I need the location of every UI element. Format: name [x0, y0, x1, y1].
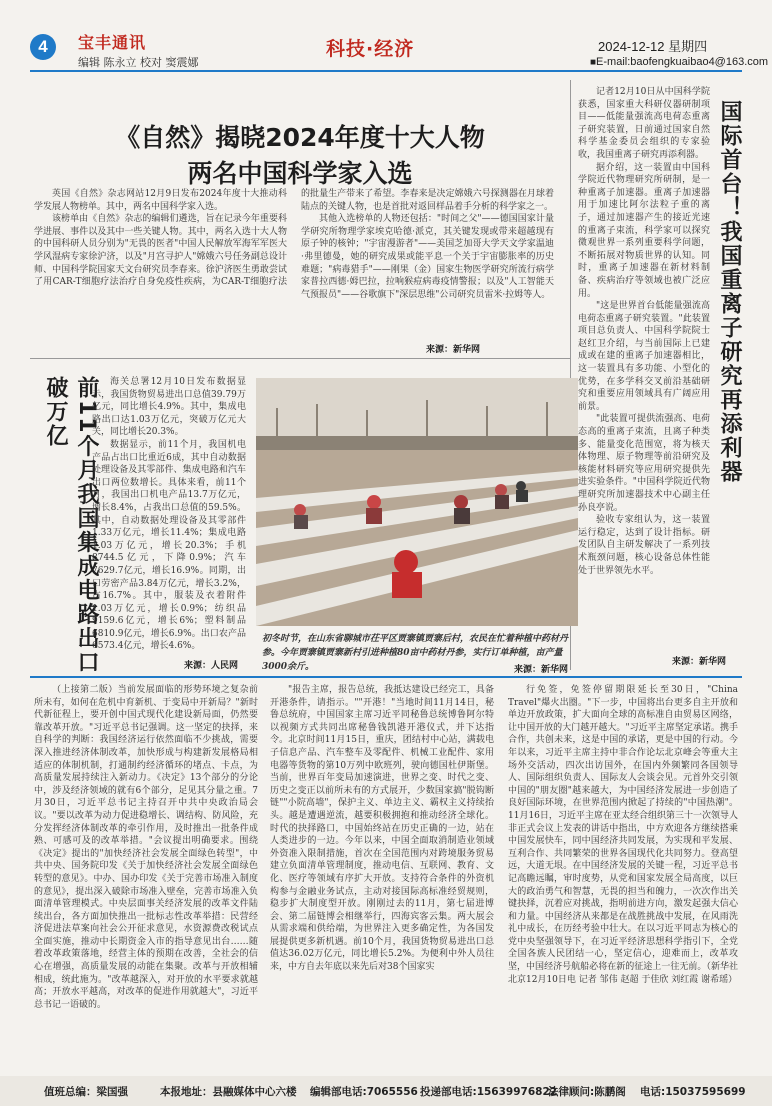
article4-text: "报告主席，报告总统，我抵达建设已经完工，具备开港条件，请指示。""开港！"当地时间11月14日，秘鲁总统府，中国国家主席习近平同秘鲁总统博鲁阿尔特以视频方式共同出席秘鲁钱凯港开港仪式，并下达指令。北京时间11月15日，重庆，团结村中心站，满载电子信息产品、汽车整车及零配件、机械工业配件、家用电器等货物的第10万列中欧班列，驶向德国杜伊斯堡。当前，世界百年变局加速演进，世界之变、时代之变、历史之变正以前所未有的方式展开，少数国家搞"脱钩断链""小院高墙"，保护主义、单边主义、霸权主义持续抬头。越是遭遇逆流，越要积极拥抱和推动经济全球化。时代的抉择路口，中国始终站在历史正确的一边，站在人类进步的一边。今年以来，中国全面取消制造业领域外资准入限制措施，首次在全国范围内对跨境服务贸易建立负面清单管理制度，推动电信、互联网、教育、文化、医疗等领域有序扩大开放。支持符合条件的外资机构参与金融业务试点，主动对接国际高标准经贸规则，稳步扩大制度型开放。刚刚过去的11月，第七届进博会、第二届链博会相继举行，四海宾客云集。两大展会从需求端和供给端，为世界注入更多确定性，为各国发展提供更多新机遇。前10个月，我国货物贸易进出口总值达36.02万亿元，同比增长5.2%。为便利中外人员往来，中方自去年底以来先后对38个国家实	[270, 685, 494, 973]
article1-paragraph: 其他入选榜单的人物还包括："时间之父"——德国国家计量学研究所物理学家埃克哈德·派克，其关键发现或带来超越现有原子钟的核钟；"宇宙漫游者"——美国芝加哥大学天文学家温迪·弗里德曼，她的研究成果或能平息一个关于宇宙膨胀率的历史难题；"病毒猎手"——刚果（金）国家生物医学研究所流行病学家普拉西德·姆巴拉，拉响猴痘病毒疫情警报；以及"人工智能天气预报员"——谷歌旗下"深层思维"公司研究员雷米·拉姆等人。	[301, 214, 554, 300]
photo-caption: 初冬时节，在山东省聊城市茌平区贾寨镇贾寨后村，农民在忙着种植中药材丹参。今年贾寨镇贾寨新村引进种植80亩中药材丹参，实行订单种植，亩产量3000余斤。	[262, 634, 569, 672]
section-divider	[30, 676, 742, 678]
article2-title: 国际首台！我国重离子研究再添利器	[717, 100, 742, 484]
header-rule	[30, 70, 742, 72]
article2-paragraph: 记者12月10日从中国科学院获悉，国家重大科研仪器研制项目——低能量强流高电荷态重离子研究装置，日前通过国家自然科学基金委员会组织的专家验收，我国重离子研究再添利器。	[578, 87, 710, 160]
article3-source: 来源：人民网	[184, 661, 239, 671]
article3-title: 前11个月我国集成电路出口破万亿	[43, 376, 99, 675]
article1-body	[34, 188, 554, 338]
footer-legal: 法律顾问:陈鹏阁	[548, 1086, 626, 1098]
article1-paragraph: 该榜单由《自然》杂志的编辑们遴选，旨在记录今年重要科学进展、事件以及其中一些关键人物。其中，两名入选十大人物的中国科研人员分别为"无畏的医者"中国人民解放军海军军医大学风湿病专家徐沪济，以及"月宫寻护人"嫦娥六号任务副总设计师、中国科学院国家天文台研究员李春来。徐沪济医生勇敢尝试了用CAR-T细胞疗法治疗自身免疫性疾病，为CAR-T细胞疗法的批量生产带来了希望。李春来是决定嫦娥六号探测器在月球着陆点的关键人物，也是首批对返回样品着手分析的科学家之一。	[34, 189, 554, 288]
article4-column-3	[508, 684, 738, 1062]
editors-line: 编辑 陈永立 校对 窦震娜	[78, 56, 199, 69]
article3-body	[92, 376, 246, 666]
square-icon: ■	[590, 57, 597, 68]
article2-paragraph: 验收专家组认为，这一装置运行稳定，达到了设计指标。研发团队自主研发解决了一系列技术瓶颈问题，核心设备总体性能处于世界领先水平。	[578, 515, 710, 576]
photo-source: 来源：新华网	[514, 665, 569, 675]
article1-paragraph: 英国《自然》杂志网站12月9日发布2024年度十大推动科学发展人物榜单。其中，两名中国科学家入选。	[34, 189, 287, 212]
article4-text: 行免签，免签停留期限延长至30日，"China Travel"爆火出圈。"下一步，中国将出台更多自主开放和单边开放政策，扩大面向全球的高标准自由贸易区网络，让中国开放的大门越开越大。"习近平主席坚定承诺。携手合作，共创未来，这是中国的承诺，更是中国的行动。今年以来，习近平主席主持中非合作论坛北京峰会等重大主场外交活动，四次出访国外，在国内外频繁同各国领导人、国际组织负责人、国际友人会谈会见。元首外交引领中国的"朋友圈"越来越大，为中国经济发展进一步创造了良好国际环境，在世界范围内掀起了持续的"中国热潮"。11月16日，习近平主席在亚太经合组织第三十一次领导人非正式会议上发表的讲话中指出，中方欢迎各方继续搭乘中国发展快车，同中国经济共同发展，为实现和平发展、互利合作、共同繁荣的世界各国现代化共同努力。登高望远，大道无垠。在中国经济发展的关键一程，习近平总书记高瞻远瞩，审时度势，从党和国家发展全局高度，以巨大的政治勇气和智慧，无畏的担当和魄力，一次次作出关键抉择，沉着应对挑战，指明前进方向，激发起强大信心和力量。中国经济从来都是在战胜挑战中发展，在风雨洗礼中成长，在历经考验中壮大。在以习近平同志为核心的党中央坚强领导下，在习近平经济思想科学指引下，全党全国各族人民团结一心，坚定信心，迎难而上，改革攻坚，中国经济号航船必将在新的征途上一往无前。（新华社北京12月10日电 记者 邹伟 赵超 于佳欣 刘红霞 谢希瑶）	[508, 685, 738, 985]
footer-submit-phone: 投递部电话:15639976822	[420, 1086, 558, 1098]
article2-paragraph: "这是世界首台低能量强流高电荷态重离子研究装置。"此装置项目总负责人、中国科学院院士赵红卫介绍，与当前国际上已建成或在建的重离子加速器相比，这一装置具有多功能、小型化的优势，在多学科交叉前沿基础研究和重要应用领域具有广阔应用前景。	[578, 301, 710, 412]
farm-photo-illustration	[256, 378, 578, 626]
article2-paragraph: "此装置可提供流强高、电荷态高的重离子束流，且离子种类多、能量变化范围宽，将为核天体物理、原子物理等前沿研究及核能材料研究等应用研究提供先进实验条件。"中国科学院近代物理研究所加速器技术中心副主任孙良亭说。	[578, 414, 710, 513]
page-footer	[0, 1076, 772, 1106]
article4-column-2	[270, 684, 494, 1062]
page-header	[0, 0, 772, 78]
article4-text: （上接第二版）当前发展面临的形势环境之复杂前所未有，如何在危机中育新机、于变局中开新局？"新时代新征程上，要开创中国式现代化建设新局面，仍然要靠改革开放。"习近平总书记强调。这一坚定的抉择，来自科学的判断：我国经济运行依然面临不少挑战，需要深入推进经济体制改革，加快形成与构建新发展格局相适应的体制机制，打通制约经济循环的堵点、卡点，为高质量发展持续注入新动力。《决定》13个部分的分论中，涉及经济领域的就有6个部分，足见其分量之重。7月30日，习近平总书记主持召开中共中央政治局会议。"要以改革为动力促进稳增长、调结构、防风险，充分发挥经济体制改革的牵引作用，及时推出一批条件成熟、可感可及的改革举措。"会议提出明确要求。围绕《决定》提出的"加快经济社会发展全面绿色转型"，中共中央、国务院印发《关于加快经济社会发展全面绿色转型的意见》。中办、国办印发《关于完善市场准入制度的意见》，提出深入破除市场准入壁垒，完善市场准入负面清单管理模式。中央层面事关经济发展的改革文件陆续出台，各方面加快推出一批标志性改革举措：民营经济促进法草案向社会公开征求意见，水资源费改税试点全面实施，推动中长期资金入市的指导意见出台……随着改革政策落地，经营主体的预期在改善，全社会的信心在增强，高质量发展的动能在集聚。改革与开放相辅相成，统此施为。"改革越深入，对开放的水平要求就越高；开放水平越高，对改革的促进作用就越大"，习近平总书记一语破的。	[34, 685, 258, 1010]
divider	[30, 358, 570, 359]
article2-paragraph: 据介绍，这一装置由中国科学院近代物理研究所研制，是一种重离子加速器。重离子加速器用于加速比阿尔法粒子重的离子，通过加速器产生的接近光速的重离子束流，科学家可以探究微观世界一系列重要科学问题，不断拓展对物质世界的认知。同时，重离子加速器在新材料制备、疾病治疗等领域也被广泛应用。	[578, 162, 710, 299]
article4-column-1	[34, 684, 258, 1062]
article3-paragraph: 数据显示，前11个月，我国机电产品占出口比重近6成，其中自动数据处理设备及其零部件、集成电路和汽车出口两位数增长。具体来看，前11个月，我国出口机电产品13.7万亿元，增长8.4%，占我出口总值的59.5%。其中，自动数据处理设备及其零部件1.33万亿元，增长11.4%；集成电路1.03万亿元，增长20.3%；手机8744.5亿元，下降0.9%；汽车7629.7亿元，增长16.9%。同期，出口劳密产品3.84万亿元，增长3.2%，占16.7%。其中，服装及衣着附件1.03万亿元，增长0.9%；纺织品9159.6亿元，增长6%；塑料制品6810.9亿元，增长6.9%。出口农产品6573.4亿元，增长4.6%。	[92, 439, 246, 652]
page-number: 4	[30, 34, 56, 60]
footer-phone: 电话:15037595699	[640, 1086, 746, 1098]
issue-date: 2024-12-12 星期四	[598, 39, 708, 54]
article3-paragraph: 海关总署12月10日发布数据显示，我国货物贸易进出口总值39.79万亿元，同比增长4.9%。其中，集成电路出口达1.03万亿元，突破万亿元大关，同比增长20.3%。	[92, 377, 246, 438]
article1-title-line2: 两名中国科学家入选	[187, 159, 413, 188]
email-address	[590, 56, 768, 68]
footer-address: 本报地址：县融媒体中心六楼	[160, 1086, 297, 1098]
footer-review: 值班总编：梁国强	[44, 1086, 128, 1098]
email-text: E-mail:baofengkuaibao4@163.com	[596, 56, 769, 68]
article1-title-line1: 《自然》揭晓2024年度十大人物	[115, 123, 485, 152]
article1-source: 来源：新华网	[426, 345, 481, 355]
article2-source: 来源：新华网	[672, 657, 727, 667]
article1-headline	[100, 120, 500, 192]
section-title: 科技·经济	[326, 38, 415, 60]
news-photo	[256, 378, 578, 626]
footer-editorial-phone: 编辑部电话:7065556	[310, 1086, 418, 1098]
article2-body	[578, 86, 710, 666]
newspaper-logo: 宝丰通讯	[78, 33, 147, 52]
